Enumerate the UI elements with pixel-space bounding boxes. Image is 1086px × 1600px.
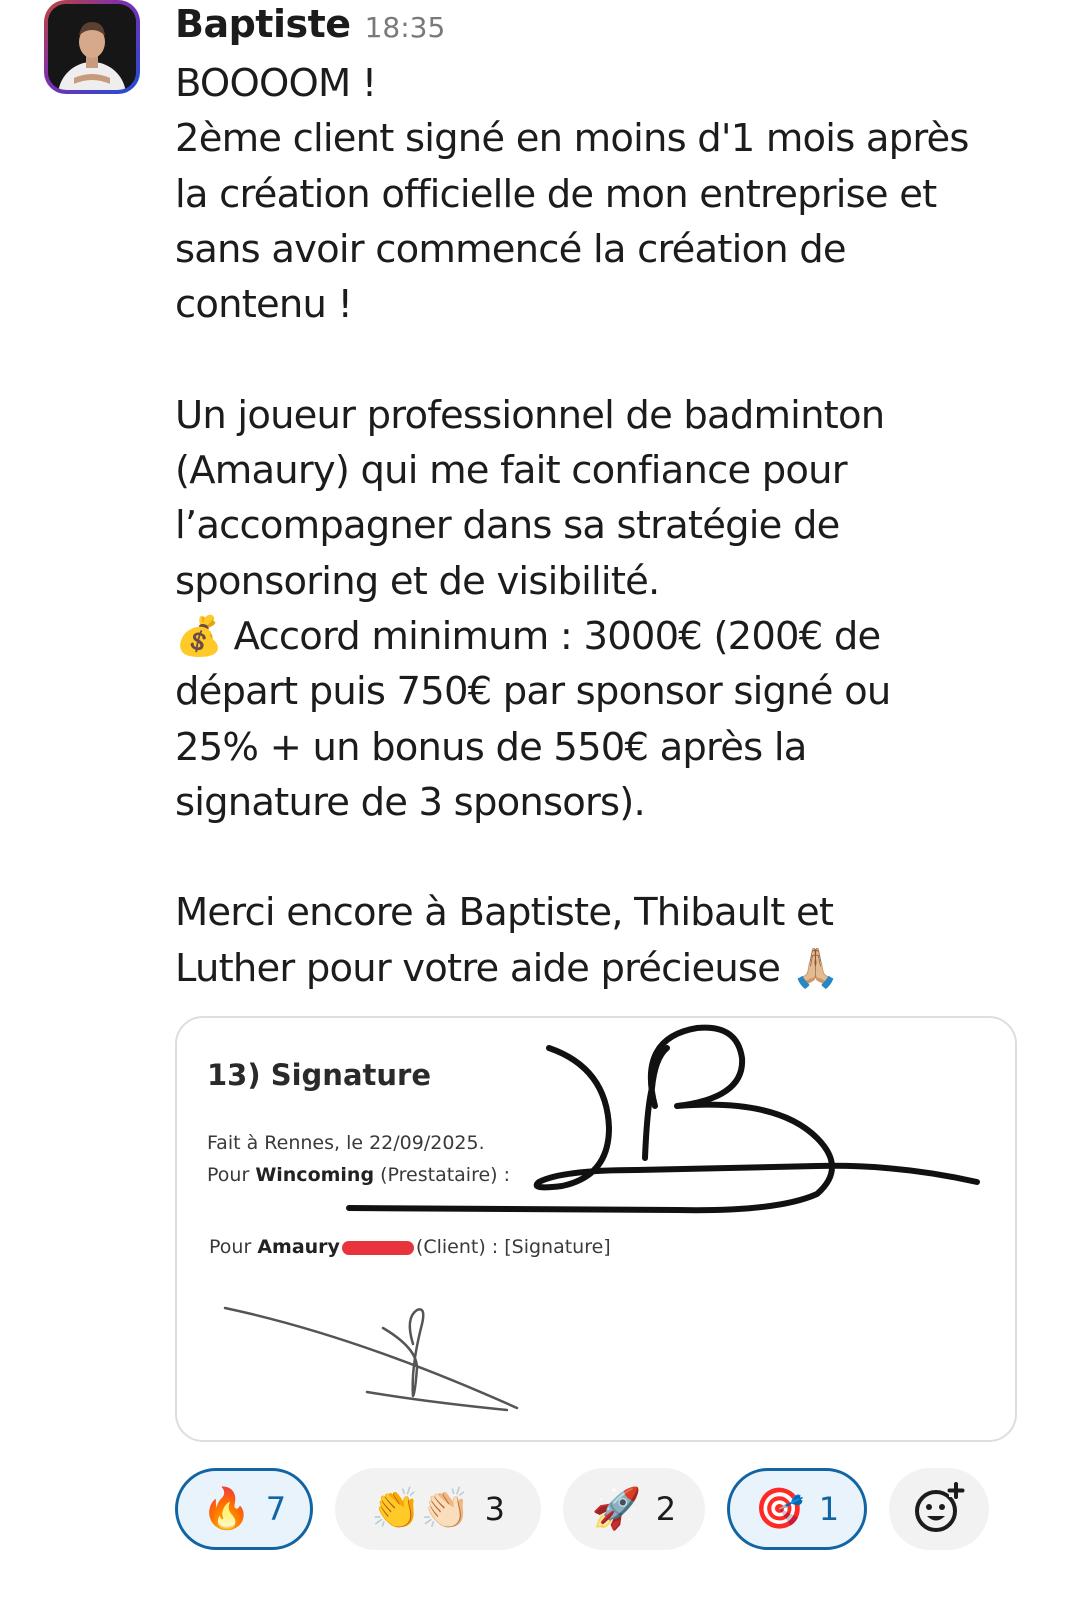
message-line (175, 609, 1055, 664)
message-line: sponsoring et de visibilité. (175, 558, 660, 604)
message-line: Un joueur professionnel de badminton (175, 392, 885, 438)
image-attachment[interactable] (175, 1016, 1017, 1442)
provider-suffix: (Prestataire) : (374, 1164, 511, 1186)
message-line: départ puis 750€ par sponsor signé ou (175, 669, 891, 715)
praying-hands-icon: 🙏🏼 (791, 945, 839, 991)
client-signature (225, 1308, 517, 1410)
avatar[interactable] (44, 0, 140, 94)
message-line: (Amaury) qui me fait confiance pour (175, 448, 847, 494)
reaction-target[interactable] (727, 1468, 867, 1550)
rocket-icon: 🚀 (591, 1486, 642, 1532)
add-emoji-icon (911, 1481, 967, 1537)
message-line: contenu ! (175, 282, 353, 328)
reaction-count: 7 (265, 1490, 287, 1528)
message-line: Merci encore à Baptiste, Thibault et (175, 890, 834, 936)
message-line: la création officielle de mon entreprise et (175, 171, 937, 217)
reactions-bar (175, 1468, 989, 1550)
message-header (175, 2, 445, 50)
message-line: l’accompagner dans sa stratégie de (175, 503, 840, 549)
message-line (175, 941, 1055, 996)
reaction-count: 3 (484, 1490, 505, 1528)
message-timestamp[interactable]: 18:35 (364, 11, 446, 44)
message-body (175, 56, 1055, 996)
provider-prefix: Pour (207, 1164, 256, 1186)
reaction-fire[interactable] (175, 1468, 313, 1550)
avatar-photo (48, 4, 136, 90)
message-line: 2ème client signé en moins d'1 mois après (175, 116, 969, 162)
document-place-date: Fait à Rennes, le 22/09/2025. (207, 1132, 485, 1154)
message-line: sans avoir commencé la création de (175, 226, 846, 272)
reaction-rocket[interactable] (563, 1468, 705, 1550)
add-reaction-button[interactable] (889, 1468, 989, 1550)
sender-name[interactable]: Baptiste (175, 2, 351, 46)
message-line-text: Accord minimum : 3000€ (200€ de (233, 613, 881, 659)
message-line: 25% + un bonus de 550€ après la (175, 724, 807, 770)
clapping-hands-icon: 👏👏🏻 (371, 1486, 471, 1532)
document-section-title: 13) Signature (207, 1058, 431, 1092)
client-name: Amaury (257, 1236, 340, 1258)
signatures-drawing (177, 1018, 1017, 1442)
fire-icon: 🔥 (201, 1486, 252, 1532)
message-line: signature de 3 sponsors). (175, 779, 645, 825)
reaction-count: 1 (818, 1490, 840, 1528)
message-line-blank (175, 830, 1055, 885)
client-suffix: (Client) : [Signature] (415, 1236, 611, 1258)
client-prefix: Pour (209, 1236, 258, 1258)
reaction-clap[interactable] (335, 1468, 541, 1550)
provider-name: Wincoming (255, 1164, 375, 1186)
reaction-count: 2 (655, 1490, 677, 1528)
money-bag-icon: 💰 (175, 613, 223, 659)
provider-signature (349, 1028, 977, 1211)
message-line-text: Luther pour votre aide précieuse (175, 945, 781, 991)
message-line: BOOOOM ! (175, 61, 377, 106)
message-line-blank (175, 332, 1055, 387)
target-icon: 🎯 (754, 1486, 805, 1532)
